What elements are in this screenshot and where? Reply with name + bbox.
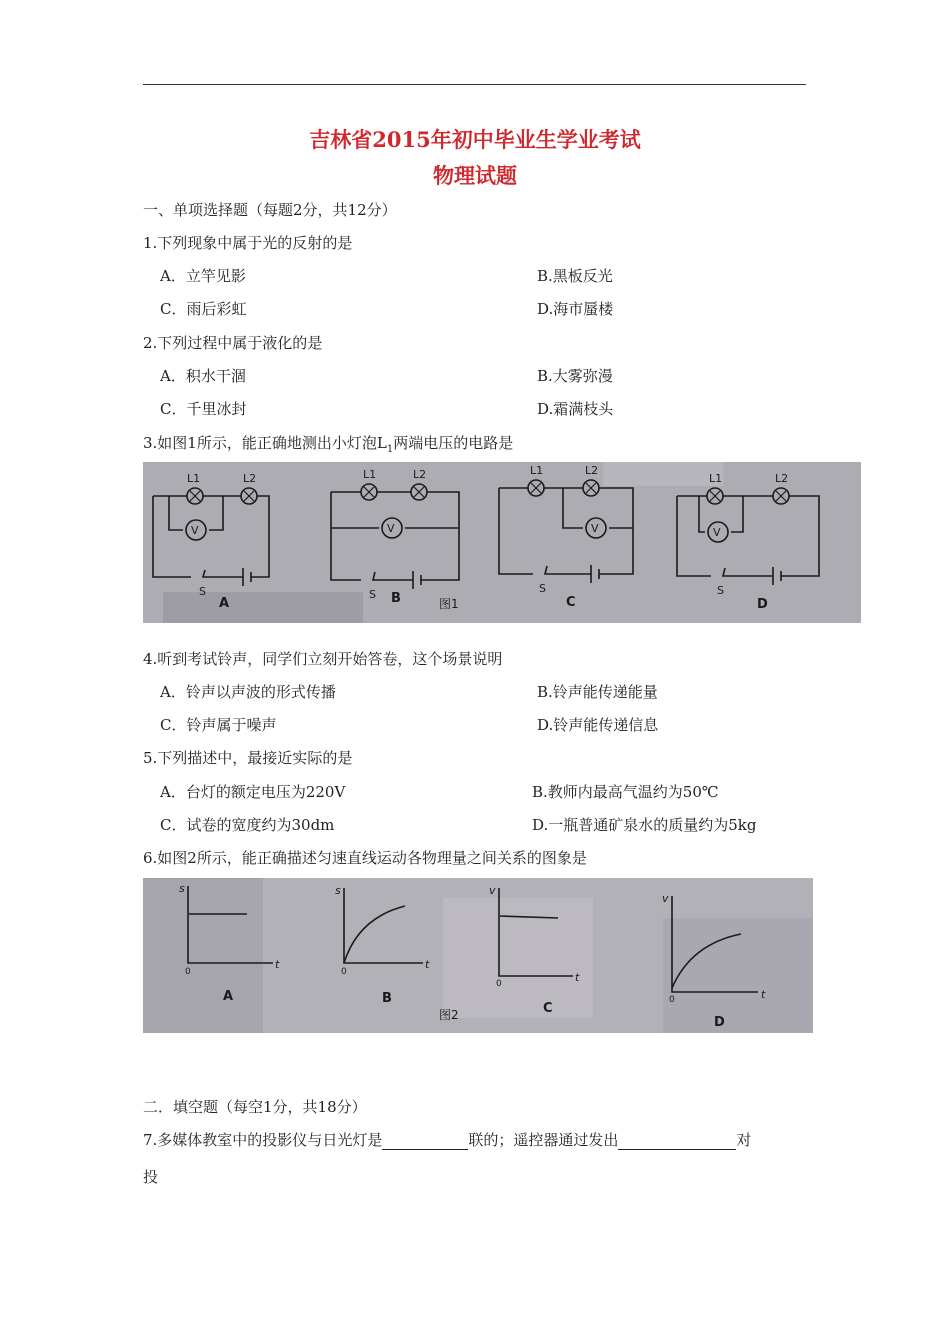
figure-1 — [143, 462, 861, 623]
fig1-b-switch: S — [369, 588, 376, 601]
fig1-c-switch: S — [539, 582, 546, 595]
fig1-label-a: A — [219, 596, 230, 611]
q4-option-d: D.铃声能传递信息 — [537, 716, 659, 734]
q7-blank-1[interactable] — [382, 1133, 468, 1150]
fig2-b-origin: 0 — [341, 967, 347, 977]
fig2-d-origin: 0 — [669, 995, 675, 1005]
fig1-d-meter: V — [713, 526, 721, 539]
fig2-c-yaxis: v — [489, 884, 496, 897]
fig1-a-l1: L1 — [187, 472, 201, 485]
q1-option-c: C．雨后彩虹 — [160, 300, 247, 318]
q1-option-b: B.黑板反光 — [537, 267, 613, 285]
q4-option-a: A．铃声以声波的形式传播 — [160, 683, 336, 701]
fig1-b-l2: L2 — [413, 468, 427, 481]
fig1-c-l2: L2 — [585, 464, 599, 477]
fig1-c-l1: L1 — [530, 464, 544, 477]
fig1-label-b: B — [391, 591, 401, 606]
q7-part1: 7.多媒体教室中的投影仪与日光灯是 — [143, 1131, 383, 1149]
fig2-a-xaxis: t — [275, 958, 280, 971]
fig2-b-yaxis: s — [335, 884, 341, 897]
q2-option-d: D.霜满枝头 — [537, 400, 614, 418]
q7-part2: 联的；遥控器通过发出 — [468, 1131, 619, 1149]
fig2-label-b: B — [382, 991, 392, 1006]
q3-stem — [143, 433, 513, 460]
fig1-a-l2: L2 — [243, 472, 257, 485]
fig1-d-l1: L1 — [709, 472, 723, 485]
fig2-label-c: C — [543, 1001, 553, 1016]
fig1-a-meter: V — [191, 524, 199, 537]
q1-stem: 1.下列现象中属于光的反射的是 — [143, 234, 353, 252]
fig1-label-c: C — [566, 595, 576, 610]
fig1-b-meter: V — [387, 522, 395, 535]
fig1-label-d: D — [757, 597, 768, 612]
q2-stem: 2.下列过程中属于液化的是 — [143, 334, 323, 352]
q7-line1 — [143, 1130, 751, 1150]
q7-part3: 对 — [736, 1131, 752, 1149]
fig2-a-yaxis: s — [179, 882, 185, 895]
q4-option-c: C．铃声属于噪声 — [160, 716, 277, 734]
fig1-caption: 图1 — [439, 597, 459, 611]
fig1-a-switch: S — [199, 585, 206, 598]
q2-option-b: B.大雾弥漫 — [537, 367, 613, 385]
q5-option-b: B.教师内最高气温约为50℃ — [532, 783, 719, 801]
top-rule — [143, 84, 806, 85]
fig2-label-d: D — [714, 1015, 725, 1030]
q6-stem: 6.如图2所示，能正确描述匀速直线运动各物理量之间关系的图象是 — [143, 849, 587, 867]
fig1-d-switch: S — [717, 584, 724, 597]
q1-option-a: A．立竿见影 — [160, 267, 246, 285]
q7-blank-2[interactable] — [618, 1133, 736, 1150]
q4-option-b: B.铃声能传递能量 — [537, 683, 658, 701]
q5-option-c: C．试卷的宽度约为30dm — [160, 816, 335, 834]
fig1-b-l1: L1 — [363, 468, 377, 481]
q2-option-c: C．千里冰封 — [160, 400, 247, 418]
q5-stem: 5.下列描述中，最接近实际的是 — [143, 749, 353, 767]
q4-stem: 4.听到考试铃声，同学们立刻开始答卷，这个场景说明 — [143, 650, 503, 668]
fig2-b-xaxis: t — [425, 958, 430, 971]
section2-heading: 二．填空题（每空1分，共18分） — [143, 1098, 367, 1116]
q1-option-d: D.海市蜃楼 — [537, 300, 614, 318]
fig2-caption: 图2 — [439, 1008, 459, 1022]
fig2-d-yaxis: v — [662, 892, 669, 905]
figure-2 — [143, 878, 813, 1033]
section1-heading: 一、单项选择题（每题2分，共12分） — [143, 201, 397, 219]
fig1-c-meter: V — [591, 522, 599, 535]
q3-stem-pre: 3.如图1所示，能正确地测出小灯泡L — [143, 434, 387, 452]
fig2-label-a: A — [223, 989, 234, 1004]
exam-title: 吉林省2015年初中毕业生学业考试 — [309, 127, 641, 152]
exam-subtitle: 物理试题 — [433, 163, 517, 188]
fig1-d-l2: L2 — [775, 472, 789, 485]
q5-option-a: A．台灯的额定电压为220V — [160, 783, 346, 801]
q3-stem-sub: 1 — [386, 444, 394, 455]
fig2-c-xaxis: t — [575, 971, 580, 984]
q5-option-d: D.一瓶普通矿泉水的质量约为5kg — [532, 816, 757, 834]
q2-option-a: A．积水干涸 — [160, 367, 246, 385]
q7-line2: 投 — [143, 1168, 159, 1186]
fig2-c-origin: 0 — [496, 979, 502, 989]
fig2-d-xaxis: t — [761, 988, 766, 1001]
q3-stem-post: 两端电压的电路是 — [393, 434, 514, 452]
fig2-a-origin: 0 — [185, 967, 191, 977]
